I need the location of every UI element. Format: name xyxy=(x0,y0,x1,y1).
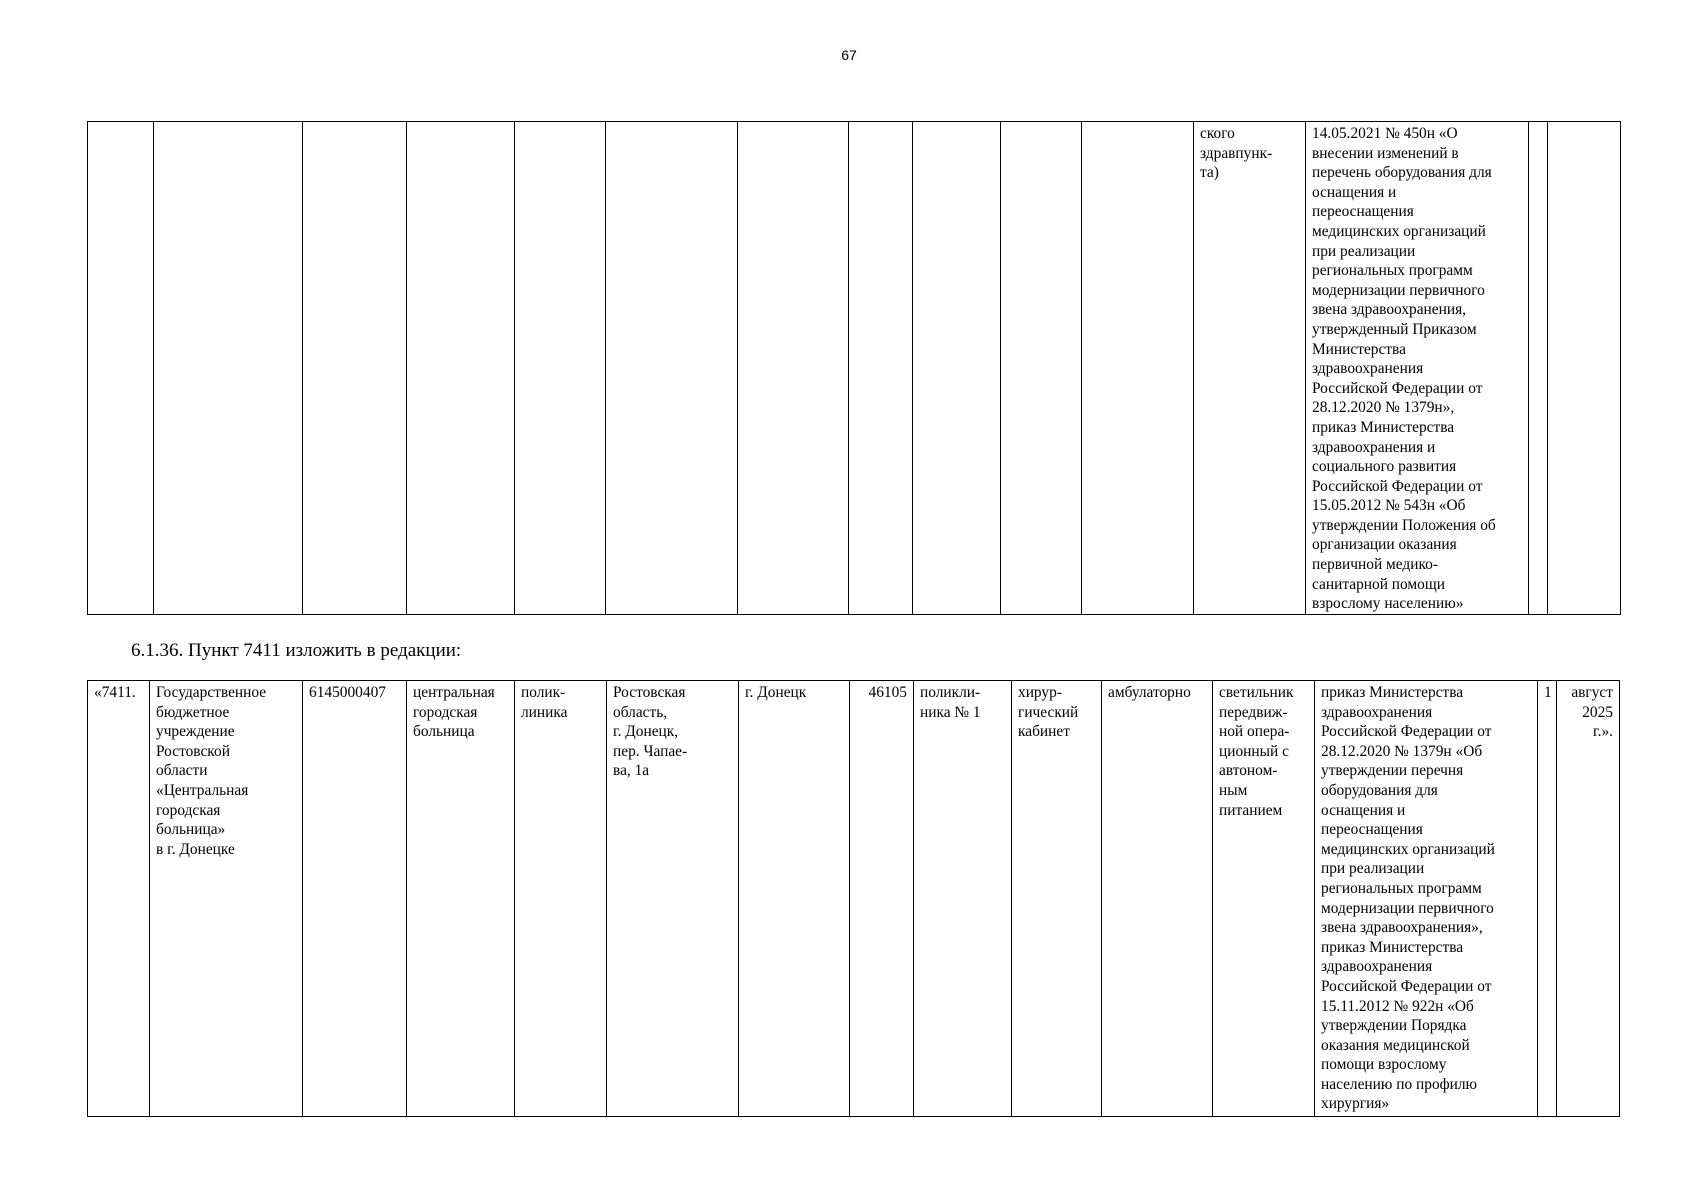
address: Ростовская область, г. Донецк, пер. Чапае- ва, 1а xyxy=(607,681,739,1117)
room-name: хирур- гический кабинет xyxy=(1012,681,1102,1117)
division-type: полик- линика xyxy=(515,681,607,1117)
table-row xyxy=(88,681,1620,1117)
table-cell xyxy=(1001,122,1082,615)
table-cell xyxy=(606,122,738,615)
quantity: 1 xyxy=(1538,681,1557,1117)
oktmo-code: 46105 xyxy=(850,681,914,1117)
page-number: 67 xyxy=(841,47,857,63)
table-cell xyxy=(1548,122,1621,615)
amendment-paragraph: 6.1.36. Пункт 7411 изложить в редакции: xyxy=(131,640,462,661)
table-cell xyxy=(407,122,515,615)
table-cell xyxy=(1529,122,1548,615)
table-cell xyxy=(1082,122,1194,615)
table-cell xyxy=(913,122,1001,615)
item-number: «7411. xyxy=(88,681,150,1117)
organization-type: центральная городская больница xyxy=(407,681,515,1117)
care-conditions: амбулаторно xyxy=(1102,681,1213,1117)
table-row xyxy=(88,122,1621,615)
table-cell xyxy=(303,122,407,615)
table-cell xyxy=(154,122,303,615)
table-cell xyxy=(88,122,154,615)
amendment-table xyxy=(87,680,1620,1117)
delivery-date: август 2025 г.». xyxy=(1557,681,1620,1117)
equipment-name: светильник передвиж- ной опера- ционный с автоном- ным питанием xyxy=(1213,681,1315,1117)
inn-code: 6145000407 xyxy=(303,681,407,1117)
table-cell xyxy=(738,122,849,615)
unit-name: поликли- ника № 1 xyxy=(914,681,1012,1117)
city: г. Донецк xyxy=(739,681,850,1117)
table-cell xyxy=(515,122,606,615)
organization-name: Государственное бюджетное учреждение Ростовской области «Центральная городская больница» в г. Донецке xyxy=(150,681,303,1117)
legal-basis: приказ Министерства здравоохранения Российской Федерации от 28.12.2020 № 1379н «Об утверждении перечня оборудования для оснащения и переоснащения медицинских организаций при реализации региональных программ модернизации первичного звена здравоохранения», приказ Министерства здравоохранения Российской Федерации от 15.11.2012 № 922н «Об утверждении Порядка оказания медицинской помощи взрослому населению по профилю хирургия» xyxy=(1315,681,1538,1117)
table-cell xyxy=(849,122,913,615)
table-cell: 14.05.2021 № 450н «О внесении изменений в перечень оборудования для оснащения и переоснащения медицинских организаций при реализации региональных программ модернизации первичного звена здравоохранения, утвержденный Приказом Министерства здравоохранения Российской Федерации от 28.12.2020 № 1379н», приказ Министерства здравоохранения и социального развития Российской Федерации от 15.05.2012 № 543н «Об утверждении Положения об организации оказания первичной медико- санитарной помощи взрослому населению» xyxy=(1306,122,1529,615)
table-cell: ского здравпунк- та) xyxy=(1194,122,1306,615)
continuation-table xyxy=(87,121,1621,615)
